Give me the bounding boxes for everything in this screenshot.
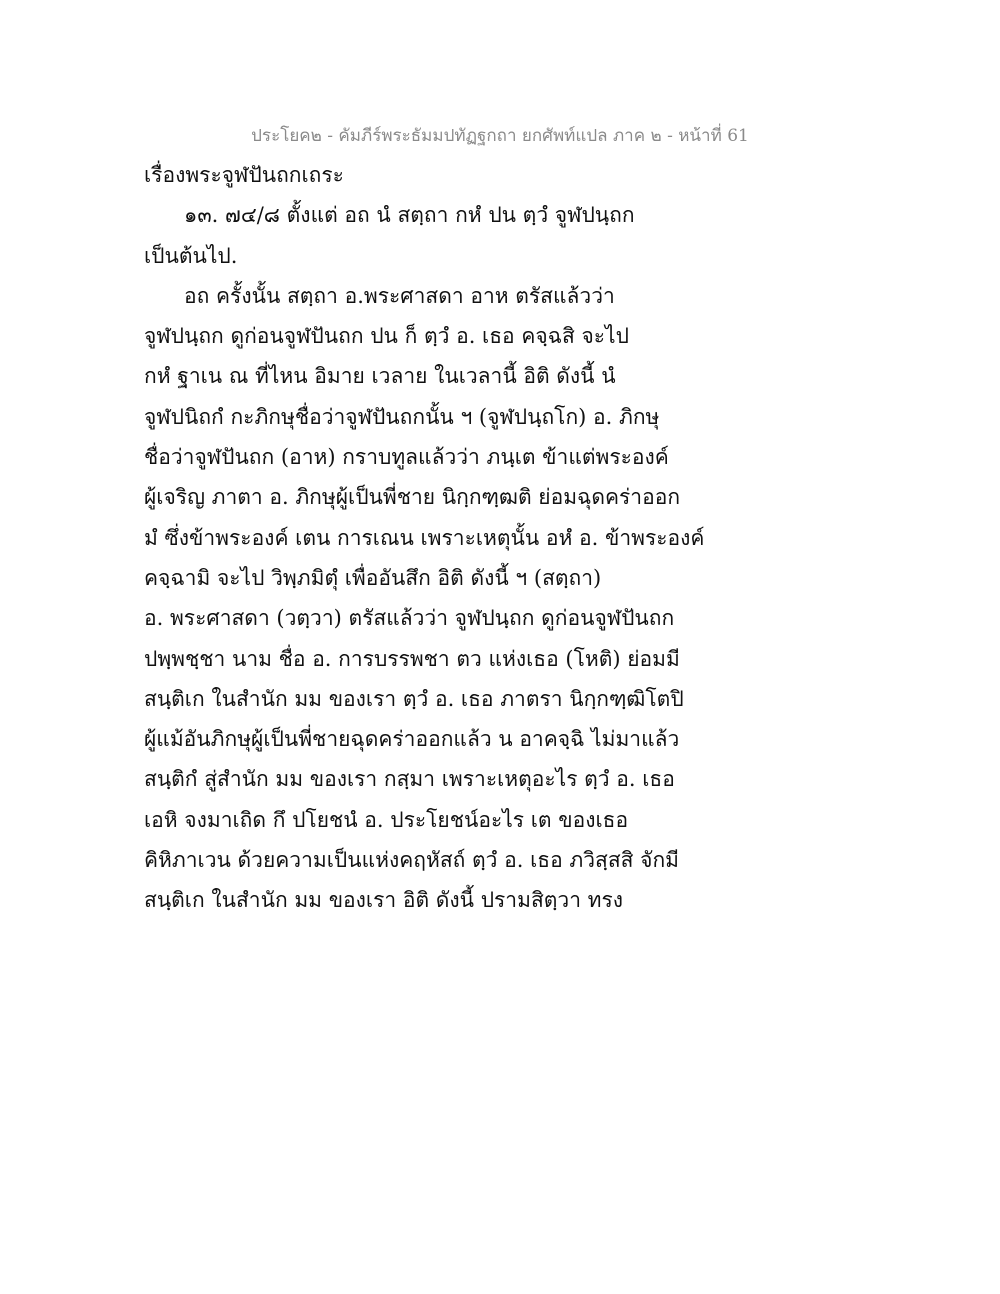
text-line: อ. พระศาสดา (วตฺวา) ตรัสแล้วว่า จูฬปนฺถก ดูก่อนจูฬปันถก (144, 606, 675, 631)
text-line: สนฺติเก ในสำนัก มม ของเรา ตฺวํ อ. เธอ ภาตรา นิกฺกฑฺฒิโตปิ (144, 686, 684, 711)
text-line: ๑๓. ๗๔/๘ ตั้งแต่ อถ นํ สตฺถา กหํ ปน ตฺวํ จูฬปนฺถก (184, 203, 635, 228)
story-title: เรื่องพระจูฬปันถกเถระ (144, 163, 344, 187)
text-line: เอหิ จงมาเถิด กึ ปโยชนํ อ. ประโยชน์อะไร เต ของเธอ (144, 807, 629, 832)
text-line: ผู้เจริญ ภาตา อ. ภิกษุผู้เป็นพี่ชาย นิกฺกฑฺฒติ ย่อมฉุดคร่าออก (144, 485, 681, 510)
text-line: จูฬปนฺถก ดูก่อนจูฬปันถก ปน ก็ ตฺวํ อ. เธอ คจฺฉสิ จะไป (144, 324, 629, 349)
text-line: อถ ครั้งนั้น สตฺถา อ.พระศาสดา อาห ตรัสแล้วว่า (184, 283, 615, 308)
body-text (144, 155, 844, 921)
text-line: ชื่อว่าจูฬปันถก (อาห) กราบทูลแล้วว่า ภนฺเต ข้าแต่พระองค์ (144, 445, 669, 470)
text-line: คิหิภาเวน ด้วยความเป็นแห่งคฤหัสถ์ ตฺวํ อ. เธอ ภวิสฺสสิ จักมี (144, 848, 680, 873)
text-line: เป็นต้นไป. (144, 243, 238, 268)
running-header: ประโยค๒ - คัมภีร์พระธัมมปทัฏฐกถา ยกศัพท์แปล ภาค ๒ - หน้าที่ 61 (251, 126, 749, 146)
text-line: ผู้แม้อันภิกษุผู้เป็นพี่ชายฉุดคร่าออกแล้ว น อาคจฺฉิ ไม่มาแล้ว (144, 727, 680, 752)
text-line: สนฺติเก ในสำนัก มม ของเรา อิติ ดังนี้ ปรามสิตฺวา ทรง (144, 888, 624, 913)
text-line: ปพฺพชฺชา นาม ชื่อ อ. การบรรพชา ตว แห่งเธอ (โหติ) ย่อมมี (144, 646, 680, 671)
text-line: สนฺติกํ สู่สำนัก มม ของเรา กสฺมา เพราะเหตุอะไร ตฺวํ อ. เธอ (144, 767, 675, 792)
text-line: จูฬปนิถกํ กะภิกษุชื่อว่าจูฬปันถกนั้น ฯ (จูฬปนฺถโก) อ. ภิกษุ (144, 404, 660, 429)
text-line: กหํ ฐาเน ณ ที่ไหน อิมาย เวลาย ในเวลานี้ อิติ ดังนี้ นํ (144, 364, 616, 389)
text-line: คจฺฉามิ จะไป วิพฺภมิตุํ เพื่ออันสึก อิติ ดังนี้ ฯ (สตฺถา) (144, 565, 602, 590)
text-line: มํ ซึ่งข้าพระองค์ เตน การเณน เพราะเหตุนั้น อหํ อ. ข้าพระองค์ (144, 525, 705, 550)
